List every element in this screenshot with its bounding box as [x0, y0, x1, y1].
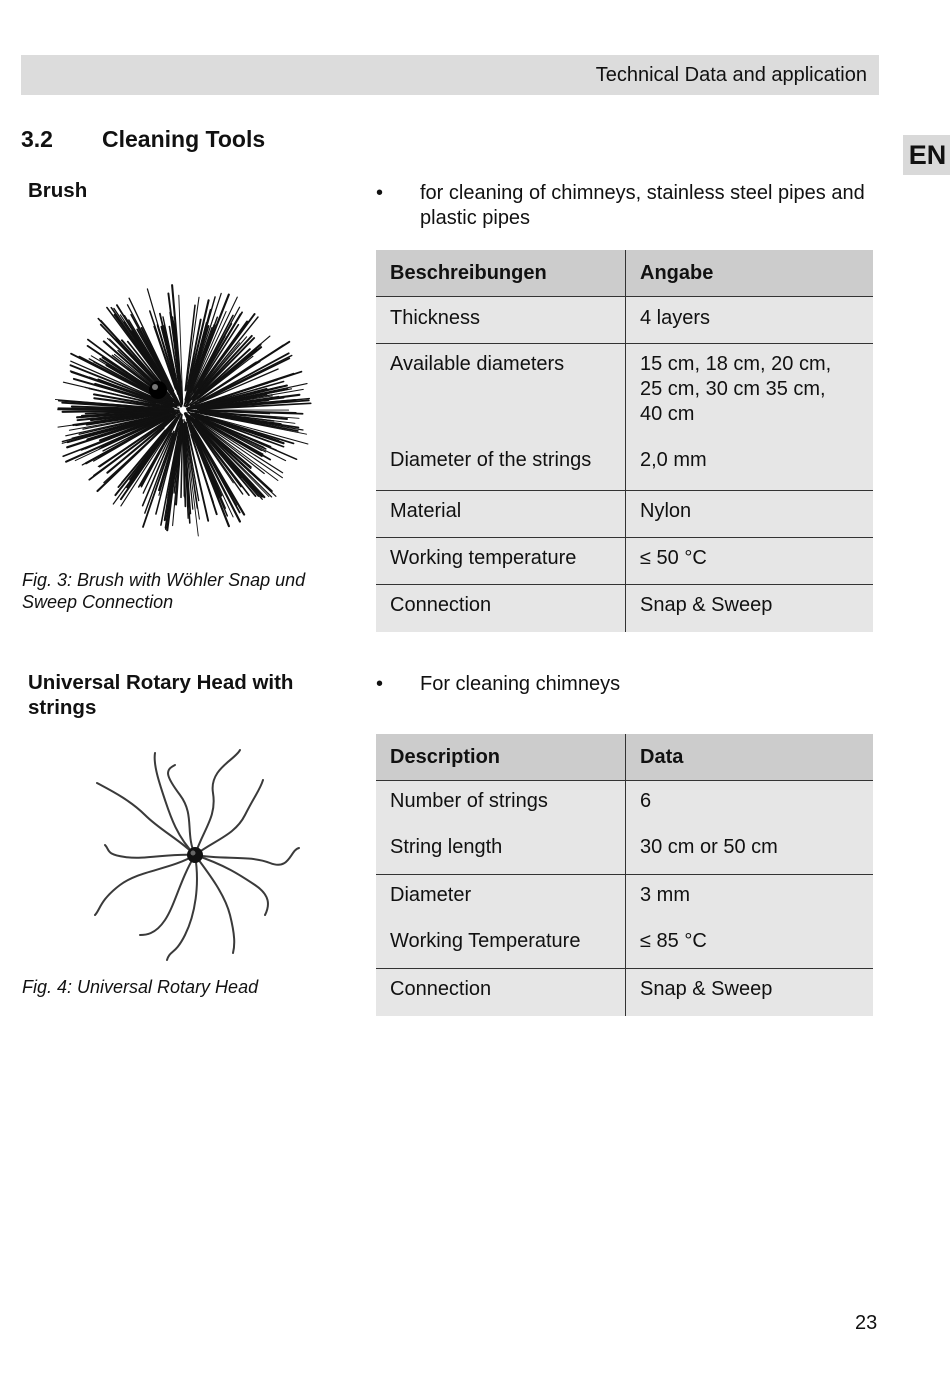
page-header-title: Technical Data and application [595, 64, 867, 86]
table-cell-label: Working temperature [376, 538, 626, 585]
table-cell-label: Connection [376, 969, 626, 1016]
table-cell-value: 3 mm ≤ 85 °C [626, 875, 874, 969]
bullet-dot: • [376, 182, 384, 204]
table-header-cell: Angabe [626, 250, 874, 297]
table-row [376, 875, 873, 969]
table-header-cell: Description [376, 734, 626, 781]
rotary-head-spec-table [376, 734, 873, 1016]
brush-hub-icon [149, 381, 167, 399]
table-row [376, 491, 873, 538]
table-row [376, 585, 873, 632]
table-header-cell: Data [626, 734, 874, 781]
brush-caption: Fig. 3: Brush with Wöhler Snap und Sweep Connection [22, 570, 306, 612]
table-row [376, 969, 873, 1016]
table-cell-value: Snap & Sweep [626, 585, 874, 632]
section-number: 3.2 [21, 126, 53, 152]
table-header-row [376, 734, 873, 781]
table-cell-value: Snap & Sweep [626, 969, 874, 1016]
table-cell-label: Material [376, 491, 626, 538]
brush-image [55, 280, 315, 550]
table-cell-label: Diameter Working Temperature [376, 875, 626, 969]
rotary-head-caption: Fig. 4: Universal Rotary Head [22, 977, 259, 997]
table-cell-value: Nylon [626, 491, 874, 538]
table-row [376, 781, 873, 875]
table-cell-value: 4 layers [626, 297, 874, 344]
table-header-row [376, 250, 873, 297]
section-heading [21, 126, 265, 153]
table-cell-label: Number of strings String length [376, 781, 626, 875]
page-header-bar [21, 55, 879, 95]
language-tab: EN [903, 135, 950, 175]
section-title: Cleaning Tools [102, 126, 266, 152]
rotary-head-bullet-text: For cleaning chimneys [420, 673, 621, 695]
bullet-dot: • [376, 673, 384, 695]
brush-title: Brush [28, 179, 88, 202]
table-cell-value: 6 30 cm or 50 cm [626, 781, 874, 875]
rotary-hub-icon [187, 847, 203, 863]
table-row [376, 297, 873, 344]
page-number: 23 [855, 1312, 878, 1334]
table-cell-label: Thickness [376, 297, 626, 344]
table-row [376, 538, 873, 585]
rotary-head-title: Universal Rotary Head with strings [28, 671, 294, 719]
table-row [376, 344, 873, 491]
brush-spec-table [376, 250, 873, 632]
table-cell-label: Available diameters Diameter of the strings [376, 344, 626, 491]
table-header-cell: Beschreibungen [376, 250, 626, 297]
table-cell-value: ≤ 50 °C [626, 538, 874, 585]
table-cell-value: 15 cm, 18 cm, 20 cm, 25 cm, 30 cm 35 cm, 40 cm 2,0 mm [626, 344, 874, 491]
table-cell-label: Connection [376, 585, 626, 632]
brush-bullet-text: for cleaning of chimneys, stainless steel pipes and plastic pipes [420, 182, 865, 229]
rotary-head-image [85, 745, 310, 965]
